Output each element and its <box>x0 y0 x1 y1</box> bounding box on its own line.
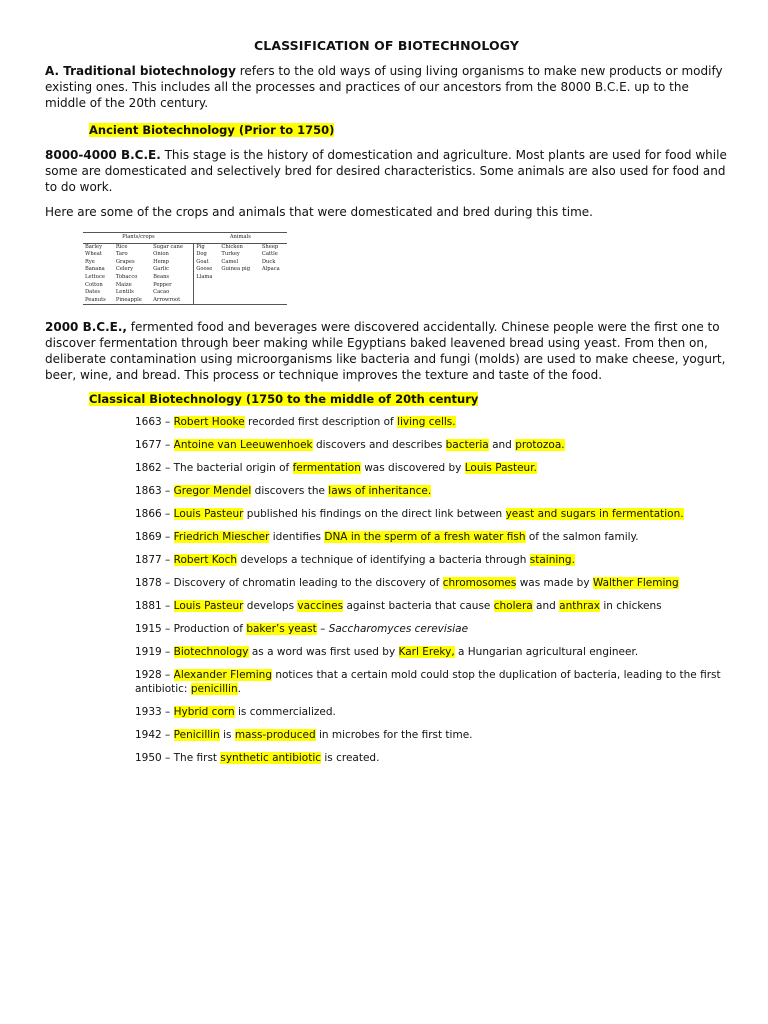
highlighted-text: Alexander Fleming <box>173 669 272 682</box>
highlighted-text: Gregor Mendel <box>173 485 252 498</box>
table-cell: Cattle <box>261 251 278 258</box>
event-text: develops <box>243 600 298 613</box>
table-cell: Celery <box>115 266 134 273</box>
table-cell <box>194 297 220 305</box>
highlighted-text: Robert Koch <box>173 554 238 567</box>
table-cell: Cacao <box>151 289 194 297</box>
table-cell <box>219 282 259 290</box>
highlighted-text: Friedrich Miescher <box>173 531 270 544</box>
highlighted-text: protozoa. <box>515 439 565 452</box>
event-text: is <box>219 728 235 741</box>
table-row <box>83 274 287 282</box>
event-text: 1878 – Discovery of chromatin leading to the discovery of <box>135 577 443 590</box>
highlighted-text: yeast and sugars in fermentation. <box>505 508 684 521</box>
table-cell: Rye <box>85 258 95 265</box>
event-text: 1677 – <box>135 439 174 452</box>
event-text: 1950 – The first <box>135 751 221 764</box>
event-text: in chickens <box>599 600 662 613</box>
table-cell: Banana <box>85 266 105 273</box>
event-text: discovers and describes <box>312 439 446 452</box>
table-cell <box>194 282 220 290</box>
crops-animals-table <box>83 232 287 305</box>
table-cell: Maize <box>115 281 132 288</box>
event-text: is commercialized. <box>234 705 336 718</box>
event-text: 1863 – <box>135 485 174 498</box>
event-text: a Hungarian agricultural engineer. <box>454 646 639 659</box>
p8000-lead: 8000-4000 B.C.E. <box>45 148 161 162</box>
highlighted-text: cholera <box>493 600 533 613</box>
highlighted-text: Hybrid corn <box>173 705 235 718</box>
table-cell: Pig <box>196 243 205 250</box>
highlighted-text: DNA in the sperm of a fresh water fish <box>324 531 526 544</box>
table-cell: Turkey <box>221 251 240 258</box>
table-cell: Rice <box>115 243 128 250</box>
intro-paragraph <box>45 63 728 111</box>
event-text: published his findings on the direct link between <box>243 508 506 521</box>
event-text: was made by <box>516 577 593 590</box>
event-item <box>135 752 728 766</box>
event-item <box>135 623 728 637</box>
plants-header: Plants/crops <box>83 233 194 244</box>
table-cell: Camel <box>221 258 239 265</box>
event-text: recorded first description of <box>244 416 398 429</box>
document-page <box>45 38 728 775</box>
table-cell: Goose <box>196 266 213 273</box>
table-cell: Sheep <box>261 243 279 250</box>
event-item <box>135 646 728 660</box>
highlighted-text: Louis Pasteur. <box>464 462 537 475</box>
table-cell: Lettuce <box>85 273 106 280</box>
table-cell: Cotton <box>85 281 103 288</box>
event-text: 1942 – <box>135 728 174 741</box>
event-text: as a word was first used by <box>248 646 399 659</box>
table-cell: Grapes <box>115 258 135 265</box>
event-text: notices that a certain mold could stop the duplication of bacteria, leading to the first antibiotic: <box>135 669 721 695</box>
table-row <box>83 282 287 290</box>
event-text: discovers the <box>251 485 329 498</box>
event-text: 1663 – <box>135 416 174 429</box>
highlighted-text: Walther Fleming <box>592 577 679 590</box>
event-text: 1877 – <box>135 554 174 567</box>
event-text: 1881 – <box>135 600 174 613</box>
intro-text: refers to the old ways of using living organisms to make new products or modify existing ones. This includes all the processes and practices of our ancestors from the 8000 B.C.E. up to the middle of the 20th century. <box>45 64 723 110</box>
table-cell: Guinea pig <box>221 266 251 273</box>
event-item <box>135 531 728 545</box>
table-cell: Hemp <box>151 259 194 267</box>
table-cell: Lentils <box>115 289 134 296</box>
event-item <box>135 439 728 453</box>
highlighted-text: mass-produced <box>234 728 316 741</box>
event-text: 1928 – <box>135 669 174 682</box>
table-cell <box>219 289 259 297</box>
p8000-text: This stage is the history of domestication and agriculture. Most plants are used for food while some are domesticated and selectively bred for desired characteristics. Some animals are also used for food and to do work. <box>45 148 727 194</box>
highlighted-text: Karl Ereky, <box>398 646 455 659</box>
highlighted-text: Louis Pasteur <box>173 508 244 521</box>
crops-intro: Here are some of the crops and animals that were domesticated and bred during this time. <box>45 205 593 219</box>
table-cell: Dog <box>196 251 207 258</box>
event-item <box>135 729 728 743</box>
highlighted-text: Biotechnology <box>173 646 249 659</box>
table-row <box>83 251 287 259</box>
event-item <box>135 706 728 720</box>
table-cell: Pineapple <box>115 296 142 303</box>
highlighted-text: Penicillin <box>173 728 220 741</box>
highlighted-text: staining. <box>529 554 575 567</box>
table-cell: Onion <box>151 251 194 259</box>
event-text: 1933 – <box>135 705 174 718</box>
crops-table-image <box>83 232 287 305</box>
classical-heading: Classical Biotechnology (1750 to the middle of 20th century <box>89 392 479 407</box>
table-cell: Barley <box>85 243 103 250</box>
highlighted-text: baker’s yeast <box>246 623 317 636</box>
table-row <box>83 243 287 251</box>
highlighted-text: Robert Hooke <box>173 416 245 429</box>
event-text: develops a technique of identifying a bacteria through <box>237 554 530 567</box>
event-item <box>135 600 728 614</box>
highlighted-text: Louis Pasteur <box>173 600 244 613</box>
event-text: 1869 – <box>135 531 174 544</box>
event-text: against bacteria that cause <box>343 600 494 613</box>
highlighted-text: chromosomes <box>442 577 517 590</box>
event-text: and <box>488 439 516 452</box>
table-row <box>83 266 287 274</box>
table-cell: Duck <box>261 258 276 265</box>
highlighted-text: anthrax <box>559 600 600 613</box>
highlighted-text: bacteria <box>445 439 489 452</box>
highlighted-text: penicillin <box>190 682 238 695</box>
table-cell: Garlic <box>151 266 194 274</box>
event-text: – <box>316 623 329 636</box>
highlighted-text: laws of inheritance. <box>328 485 432 498</box>
table-row <box>83 289 287 297</box>
highlighted-text: living cells. <box>397 416 456 429</box>
event-item <box>135 508 728 522</box>
paragraph-8000-bce <box>45 147 728 195</box>
p2000-text: fermented food and beverages were discovered accidentally. Chinese people were the first one to discover fermentation through beer making while Egyptians baked leavened bread using yeast. From then on, deliberate contamination using microorganisms like bacteria and fungi (molds) are used to make cheese, yogurt, beer, wine, and bread. This process or technique improves the texture and taste of the food. <box>45 320 726 383</box>
animals-header: Animals <box>194 233 287 244</box>
event-text: identifies <box>269 531 325 544</box>
event-text: is created. <box>321 751 380 764</box>
event-text: . <box>237 682 241 695</box>
highlighted-text: synthetic antibiotic <box>220 751 322 764</box>
event-item <box>135 416 728 430</box>
table-cell: Tobacco <box>115 273 138 280</box>
highlighted-text: Antoine van Leeuwenhoek <box>173 439 313 452</box>
table-cell: Chicken <box>221 243 243 250</box>
table-cell: Taro <box>115 251 128 258</box>
event-item <box>135 485 728 499</box>
table-cell: Llama <box>196 273 213 280</box>
event-text: 1862 – The bacterial origin of <box>135 462 293 475</box>
event-text: Saccharomyces cerevisiae <box>328 623 469 636</box>
document-title: CLASSIFICATION OF BIOTECHNOLOGY <box>254 38 519 53</box>
table-cell <box>260 282 287 290</box>
event-text: was discovered by <box>360 462 465 475</box>
table-cell: Beans <box>151 274 194 282</box>
table-cell <box>260 289 287 297</box>
table-cell <box>260 297 287 305</box>
event-text: 1866 – <box>135 508 174 521</box>
event-item <box>135 669 728 696</box>
table-row <box>83 297 287 305</box>
intro-lead: A. Traditional biotechnology <box>45 64 236 78</box>
ancient-heading: Ancient Biotechnology (Prior to 1750) <box>89 123 335 137</box>
event-text: in microbes for the first time. <box>315 728 473 741</box>
table-cell: Pepper <box>151 282 194 290</box>
event-item <box>135 462 728 476</box>
table-cell: Dates <box>85 289 101 296</box>
table-cell <box>219 274 259 282</box>
classical-heading-row <box>67 392 728 406</box>
table-cell: Wheat <box>85 251 102 258</box>
event-item <box>135 577 728 591</box>
table-cell <box>219 297 259 305</box>
highlighted-text: fermentation <box>292 462 361 475</box>
event-text: of the salmon family. <box>525 531 639 544</box>
p2000-lead: 2000 B.C.E., <box>45 320 127 335</box>
table-cell <box>194 289 220 297</box>
event-text: 1919 – <box>135 646 174 659</box>
event-text: 1915 – Production of <box>135 623 247 636</box>
table-row <box>83 259 287 267</box>
ancient-heading-row <box>67 123 728 137</box>
classical-events-list <box>45 416 728 765</box>
table-cell: Alpaca <box>261 266 280 273</box>
event-text: and <box>532 600 560 613</box>
paragraph-2000-bce <box>45 319 728 383</box>
table-cell: Arrowroot <box>151 297 194 305</box>
highlighted-text: vaccines <box>297 600 344 613</box>
table-cell: Sugar cane <box>151 243 194 251</box>
table-cell <box>260 274 287 282</box>
table-cell: Peanuts <box>85 296 106 303</box>
table-cell: Goat <box>196 258 209 265</box>
event-item <box>135 554 728 568</box>
